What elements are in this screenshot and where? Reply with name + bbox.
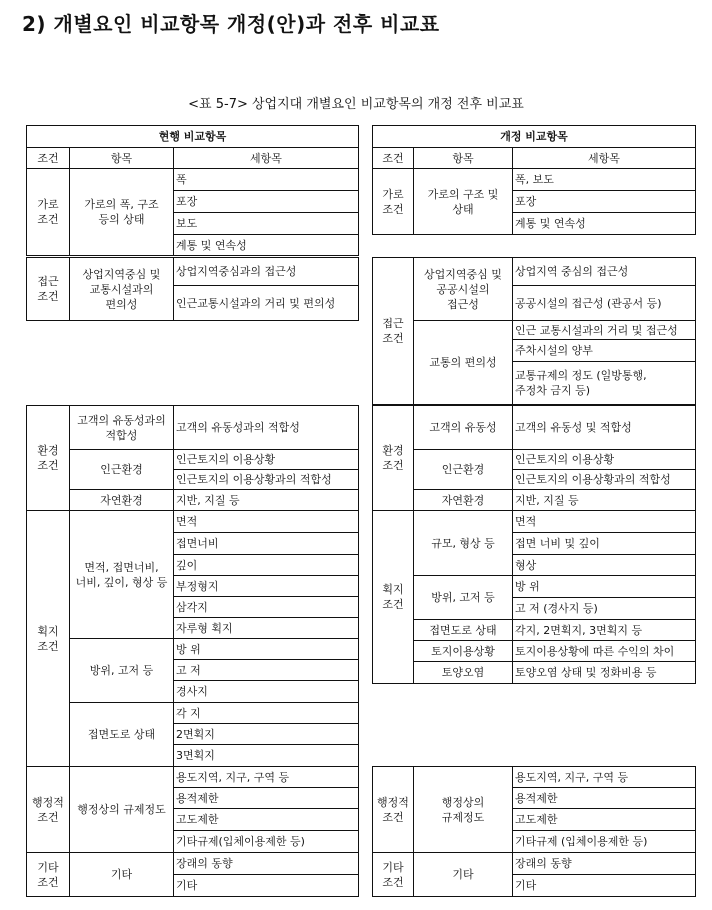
col-header-item — [413, 147, 513, 169]
right-access-subitem — [512, 361, 696, 405]
right-env-item — [413, 405, 513, 450]
left-admin-subitem-text: 용적제한 — [176, 791, 219, 805]
left-access-subitem-text: 상업지역중심과의 접근성 — [176, 265, 297, 278]
left-lot-subitem-text: 방 위 — [176, 642, 201, 656]
left-etc-subitem — [173, 874, 359, 897]
right-access-condition — [372, 257, 414, 405]
left-lot-subitem-text: 접면너비 — [176, 537, 219, 550]
left-road-condition-text: 가로 조건 — [37, 198, 59, 226]
left-access-item — [69, 257, 174, 321]
left-env-item — [69, 405, 174, 450]
right-env-subitem — [512, 449, 696, 470]
left-lot-item — [69, 638, 174, 703]
left-admin-subitem — [173, 808, 359, 831]
left-env-condition-text: 환경 조건 — [37, 444, 59, 472]
right-etc-subitem-text: 장래의 동향 — [515, 857, 572, 870]
left-lot-subitem — [173, 596, 359, 618]
left-road-subitem — [173, 212, 359, 235]
right-etc-subitem — [512, 852, 696, 875]
right-access-subitem-text: 주차시설의 양부 — [515, 344, 593, 357]
col-header-item-text: 항목 — [110, 151, 133, 165]
left-road-subitem-text: 계통 및 연속성 — [176, 238, 247, 252]
right-lot-item — [413, 510, 513, 576]
left-lot-subitem-text: 2면획지 — [176, 727, 215, 741]
left-lot-subitem — [173, 617, 359, 639]
right-etc-condition-text: 기타 조건 — [382, 860, 404, 889]
left-lot-subitem-text: 3면획지 — [176, 749, 215, 762]
right-env-item-text: 인근환경 — [441, 463, 485, 476]
right-env-subitem-text: 지반, 지질 등 — [515, 493, 579, 507]
right-admin-subitem-text: 용적제한 — [515, 791, 558, 805]
right-road-subitem-text: 계통 및 연속성 — [515, 217, 586, 230]
right-lot-item-text: 토양오염 — [441, 666, 485, 679]
left-lot-item-text: 접면도로 상태 — [87, 728, 156, 741]
left-env-subitem-text: 인근토지의 이용상황 — [176, 453, 276, 466]
col-header-item — [69, 147, 174, 169]
right-admin-item-text: 행정상의 규제정도 — [441, 795, 485, 824]
right-road-item-text: 가로의 구조 및 상태 — [427, 187, 499, 216]
left-lot-subitem — [173, 702, 359, 724]
col-header-condition — [26, 147, 70, 169]
right-lot-condition — [372, 510, 414, 684]
left-lot-subitem — [173, 532, 359, 555]
right-access-subitem-text: 인근 교통시설과의 거리 및 접근성 — [515, 323, 678, 337]
right-lot-item — [413, 575, 513, 620]
right-lot-subitem — [512, 597, 696, 620]
left-admin-subitem — [173, 787, 359, 809]
right-road-subitem-text: 포장 — [515, 195, 537, 208]
left-etc-item-text: 기타 — [110, 868, 133, 881]
col-header-subitem-text: 세항목 — [588, 151, 620, 165]
col-header-condition-text: 조건 — [37, 151, 59, 165]
col-header-subitem — [512, 147, 696, 169]
left-road-subitem — [173, 190, 359, 213]
right-lot-item — [413, 640, 513, 662]
left-env-item — [69, 489, 174, 511]
current-title-text: 현행 비교항목 — [158, 130, 227, 143]
right-lot-item — [413, 661, 513, 684]
current-title — [26, 125, 359, 148]
left-road-item — [69, 168, 174, 256]
right-road-subitem — [512, 190, 696, 213]
right-env-condition — [372, 405, 414, 511]
col-header-condition — [372, 147, 414, 169]
left-lot-item — [69, 702, 174, 767]
left-env-subitem-text: 고객의 유동성과의 적합성 — [176, 421, 300, 434]
right-etc-subitem-text: 기타 — [515, 879, 537, 892]
right-lot-subitem — [512, 532, 696, 555]
left-env-item-text: 자연환경 — [100, 493, 143, 507]
right-env-item-text: 자연환경 — [441, 493, 485, 507]
left-road-subitem-text: 폭 — [176, 173, 187, 186]
left-env-subitem-text: 인근토지의 이용상황과의 적합성 — [176, 473, 332, 486]
left-admin-subitem — [173, 766, 359, 788]
right-admin-subitem-text: 용도지역, 지구, 구역 등 — [515, 770, 629, 784]
right-admin-subitem — [512, 766, 696, 788]
right-env-condition-text: 환경 조건 — [382, 444, 404, 472]
right-lot-item — [413, 619, 513, 641]
right-access-subitem-text: 교통규제의 정도 (일방통행, 주정차 금지 등) — [515, 369, 647, 397]
left-admin-condition — [26, 766, 70, 853]
left-lot-subitem-text: 깊이 — [176, 558, 198, 572]
left-env-subitem — [173, 449, 359, 470]
left-lot-subitem-text: 자루형 획지 — [176, 621, 233, 635]
left-env-subitem — [173, 489, 359, 511]
left-access-condition — [26, 257, 70, 321]
left-env-condition — [26, 405, 70, 511]
right-admin-item — [413, 766, 513, 853]
left-lot-subitem — [173, 554, 359, 576]
right-lot-subitem — [512, 640, 696, 662]
right-lot-subitem — [512, 619, 696, 641]
col-header-condition-text: 조건 — [382, 151, 404, 165]
left-admin-subitem-text: 용도지역, 지구, 구역 등 — [176, 770, 290, 784]
right-access-item-text: 교통의 편의성 — [429, 356, 497, 369]
right-lot-item-text: 규모, 형상 등 — [431, 536, 495, 550]
right-access-subitem — [512, 257, 696, 286]
right-access-item-text: 상업지역중심 및 공공시설의 접근성 — [424, 267, 502, 311]
right-lot-subitem-text: 고 저 (경사지 등) — [515, 602, 598, 615]
left-access-subitem-text: 인근교통시설과의 거리 및 편의성 — [176, 296, 336, 310]
right-access-subitem-text: 상업지역 중심의 접근성 — [515, 265, 629, 278]
col-header-item-text: 항목 — [452, 151, 474, 165]
right-env-subitem-text: 인근토지의 이용상황 — [515, 453, 615, 466]
left-lot-subitem-text: 고 저 — [176, 663, 201, 677]
right-lot-subitem-text: 접면 너비 및 깊이 — [515, 537, 600, 550]
right-lot-subitem-text: 형상 — [515, 558, 537, 572]
right-access-item — [413, 320, 513, 405]
right-lot-subitem-text: 토지이용상황에 따른 수익의 차이 — [515, 644, 675, 658]
right-access-item — [413, 257, 513, 321]
right-lot-subitem — [512, 575, 696, 598]
col-header-subitem-text: 세항목 — [250, 151, 282, 165]
left-lot-subitem — [173, 638, 359, 660]
right-env-subitem — [512, 405, 696, 450]
right-admin-subitem-text: 고도제한 — [515, 813, 558, 826]
revised-title — [372, 125, 696, 148]
right-lot-condition-text: 획지 조건 — [382, 583, 404, 611]
left-etc-subitem — [173, 852, 359, 875]
right-admin-subitem — [512, 808, 696, 831]
right-road-item — [413, 168, 513, 235]
right-admin-condition-text: 행정적 조건 — [377, 795, 409, 824]
left-env-item-text: 인근환경 — [100, 463, 143, 476]
right-lot-subitem — [512, 510, 696, 533]
left-road-subitem — [173, 234, 359, 256]
left-access-condition-text: 접근 조건 — [37, 275, 59, 303]
left-lot-subitem — [173, 723, 359, 745]
left-lot-subitem-text: 각 지 — [176, 706, 201, 720]
right-lot-subitem-text: 방 위 — [515, 580, 540, 593]
right-road-subitem — [512, 212, 696, 235]
table-caption: <표 5-7> 상업지대 개별요인 비교항목의 개정 전후 비교표 — [188, 97, 524, 112]
left-env-subitem — [173, 469, 359, 490]
revised-title-text: 개정 비교항목 — [500, 130, 568, 143]
left-lot-subitem-text: 삼각지 — [176, 600, 208, 614]
left-admin-item — [69, 766, 174, 853]
left-lot-subitem — [173, 575, 359, 597]
left-road-condition — [26, 168, 70, 256]
right-road-condition — [372, 168, 414, 235]
right-etc-condition — [372, 852, 414, 897]
right-lot-subitem — [512, 554, 696, 576]
left-lot-item-text: 면적, 접면너비, 너비, 깊이, 형상 등 — [75, 560, 168, 589]
col-header-subitem — [173, 147, 359, 169]
right-lot-subitem-text: 토양오염 상태 및 정화비용 등 — [515, 666, 657, 679]
right-lot-subitem-text: 면적 — [515, 515, 537, 528]
right-env-item — [413, 449, 513, 490]
left-lot-item — [69, 510, 174, 639]
right-lot-item-text: 방위, 고저 등 — [431, 591, 495, 604]
right-lot-item-text: 토지이용상황 — [431, 644, 495, 658]
left-lot-subitem — [173, 510, 359, 533]
right-etc-item — [413, 852, 513, 897]
left-road-subitem — [173, 168, 359, 191]
left-admin-subitem — [173, 830, 359, 853]
left-etc-subitem-text: 기타 — [176, 879, 198, 892]
right-access-condition-text: 접근 조건 — [382, 317, 404, 345]
right-env-item-text: 고객의 유동성 — [429, 421, 497, 434]
section-heading: 2) 개별요인 비교항목 개정(안)과 전후 비교표 — [22, 12, 440, 36]
right-etc-subitem — [512, 874, 696, 897]
right-road-condition-text: 가로 조건 — [382, 187, 404, 216]
right-lot-subitem — [512, 661, 696, 684]
right-access-subitem-text: 공공시설의 접근성 (관공서 등) — [515, 296, 662, 310]
right-env-subitem — [512, 489, 696, 511]
left-env-item — [69, 449, 174, 490]
left-lot-condition — [26, 510, 70, 767]
left-access-subitem — [173, 257, 359, 286]
left-access-subitem — [173, 285, 359, 321]
right-etc-item-text: 기타 — [452, 868, 474, 881]
right-access-subitem — [512, 320, 696, 340]
left-etc-item — [69, 852, 174, 897]
right-road-subitem — [512, 168, 696, 191]
left-access-item-text: 상업지역중심 및 교통시설과의 편의성 — [82, 267, 161, 311]
left-lot-subitem-text: 경사지 — [176, 685, 208, 698]
right-admin-subitem — [512, 830, 696, 853]
right-lot-subitem-text: 각지, 2면획지, 3면획지 등 — [515, 623, 643, 637]
left-lot-subitem — [173, 744, 359, 767]
left-lot-subitem-text: 부정형지 — [176, 579, 219, 593]
right-env-subitem — [512, 469, 696, 490]
left-lot-subitem — [173, 680, 359, 703]
right-env-subitem-text: 인근토지의 이용상황과의 적합성 — [515, 473, 671, 486]
right-env-item — [413, 489, 513, 511]
left-road-item-text: 가로의 폭, 구조 등의 상태 — [84, 198, 159, 226]
right-road-subitem-text: 폭, 보도 — [515, 173, 554, 186]
right-access-subitem — [512, 339, 696, 362]
left-lot-item-text: 방위, 고저 등 — [89, 664, 154, 677]
right-admin-subitem — [512, 787, 696, 809]
left-admin-subitem-text: 기타규제(입체이용제한 등) — [176, 835, 305, 848]
left-env-subitem-text: 지반, 지질 등 — [176, 493, 240, 507]
left-env-item-text: 고객의 유동성과의 적합성 — [77, 413, 166, 442]
right-access-subitem — [512, 285, 696, 321]
right-admin-subitem-text: 기타규제 (입체이용제한 등) — [515, 835, 648, 848]
left-etc-condition-text: 기타 조건 — [37, 860, 59, 889]
left-road-subitem-text: 포장 — [176, 195, 198, 208]
left-lot-subitem-text: 면적 — [176, 515, 198, 528]
left-admin-subitem-text: 고도제한 — [176, 813, 219, 826]
left-admin-condition-text: 행정적 조건 — [32, 795, 64, 824]
left-env-subitem — [173, 405, 359, 450]
right-env-subitem-text: 고객의 유동성 및 적합성 — [515, 421, 632, 434]
right-admin-condition — [372, 766, 414, 853]
left-admin-item-text: 행정상의 규제정도 — [77, 803, 166, 816]
left-lot-subitem — [173, 659, 359, 681]
left-road-subitem-text: 보도 — [176, 217, 198, 230]
left-lot-condition-text: 획지 조건 — [37, 624, 59, 653]
left-etc-condition — [26, 852, 70, 897]
right-lot-item-text: 접면도로 상태 — [429, 623, 497, 637]
left-etc-subitem-text: 장래의 동향 — [176, 857, 233, 870]
